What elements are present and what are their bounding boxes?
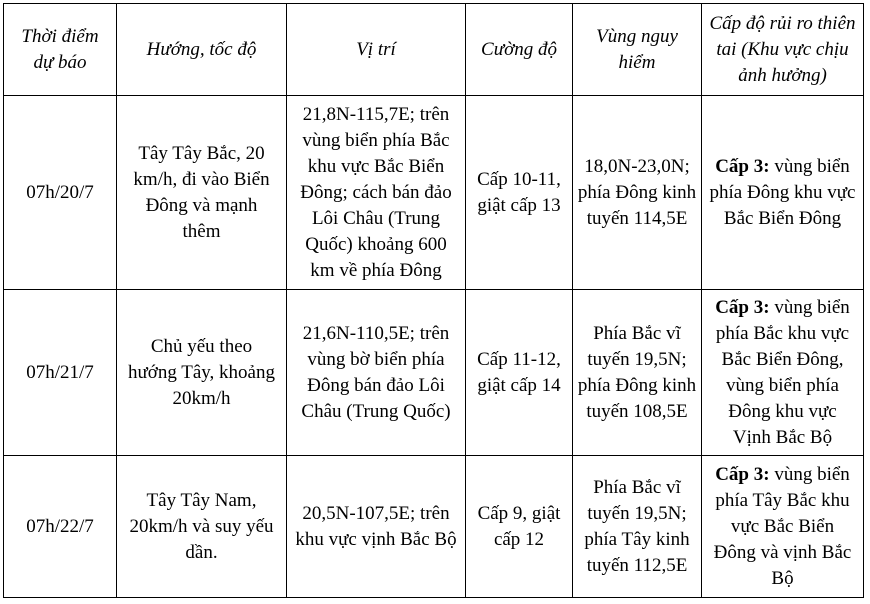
- header-forecast-time: Thời điểm dự báo: [4, 4, 117, 96]
- cell-risk: Cấp 3: vùng biển phía Tây Bắc khu vực Bắc Biển Đông và vịnh Bắc Bộ: [702, 456, 864, 598]
- cell-intensity: Cấp 11-12, giật cấp 14: [466, 290, 573, 456]
- cell-risk: Cấp 3: vùng biển phía Bắc khu vực Bắc Biển Đông, vùng biển phía Đông khu vực Vịnh Bắc Bộ: [702, 290, 864, 456]
- header-danger-zone: Vùng nguy hiểm: [573, 4, 702, 96]
- cell-direction: Tây Tây Bắc, 20 km/h, đi vào Biển Đông và mạnh thêm: [117, 96, 287, 290]
- cell-intensity: Cấp 10-11, giật cấp 13: [466, 96, 573, 290]
- header-risk-level: Cấp độ rủi ro thiên tai (Khu vực chịu ảnh hưởng): [702, 4, 864, 96]
- cell-time: 07h/20/7: [4, 96, 117, 290]
- risk-level-label: Cấp 3:: [715, 296, 770, 318]
- header-position: Vị trí: [287, 4, 466, 96]
- table-row: [4, 456, 864, 598]
- risk-level-label: Cấp 3:: [715, 463, 770, 485]
- header-intensity: Cường độ: [466, 4, 573, 96]
- table-row: [4, 96, 864, 290]
- cell-time: 07h/21/7: [4, 290, 117, 456]
- cell-position: 21,8N-115,7E; trên vùng biển phía Bắc khu vực Bắc Biển Đông; cách bán đảo Lôi Châu (Trung Quốc) khoảng 600 km về phía Đông: [287, 96, 466, 290]
- cell-direction: Tây Tây Nam, 20km/h và suy yếu dần.: [117, 456, 287, 598]
- risk-level-label: Cấp 3:: [715, 155, 770, 177]
- cell-danger-zone: Phía Bắc vĩ tuyến 19,5N; phía Đông kinh tuyến 108,5E: [573, 290, 702, 456]
- cell-position: 20,5N-107,5E; trên khu vực vịnh Bắc Bộ: [287, 456, 466, 598]
- cell-direction: Chủ yếu theo hướng Tây, khoảng 20km/h: [117, 290, 287, 456]
- cell-danger-zone: 18,0N-23,0N; phía Đông kinh tuyến 114,5E: [573, 96, 702, 290]
- cell-danger-zone: Phía Bắc vĩ tuyến 19,5N; phía Tây kinh tuyến 112,5E: [573, 456, 702, 598]
- forecast-table: [3, 3, 864, 598]
- cell-time: 07h/22/7: [4, 456, 117, 598]
- cell-intensity: Cấp 9, giật cấp 12: [466, 456, 573, 598]
- cell-position: 21,6N-110,5E; trên vùng bờ biển phía Đông bán đảo Lôi Châu (Trung Quốc): [287, 290, 466, 456]
- table-row: [4, 290, 864, 456]
- header-row: [4, 4, 864, 96]
- cell-risk: Cấp 3: vùng biển phía Đông khu vực Bắc Biển Đông: [702, 96, 864, 290]
- header-direction-speed: Hướng, tốc độ: [117, 4, 287, 96]
